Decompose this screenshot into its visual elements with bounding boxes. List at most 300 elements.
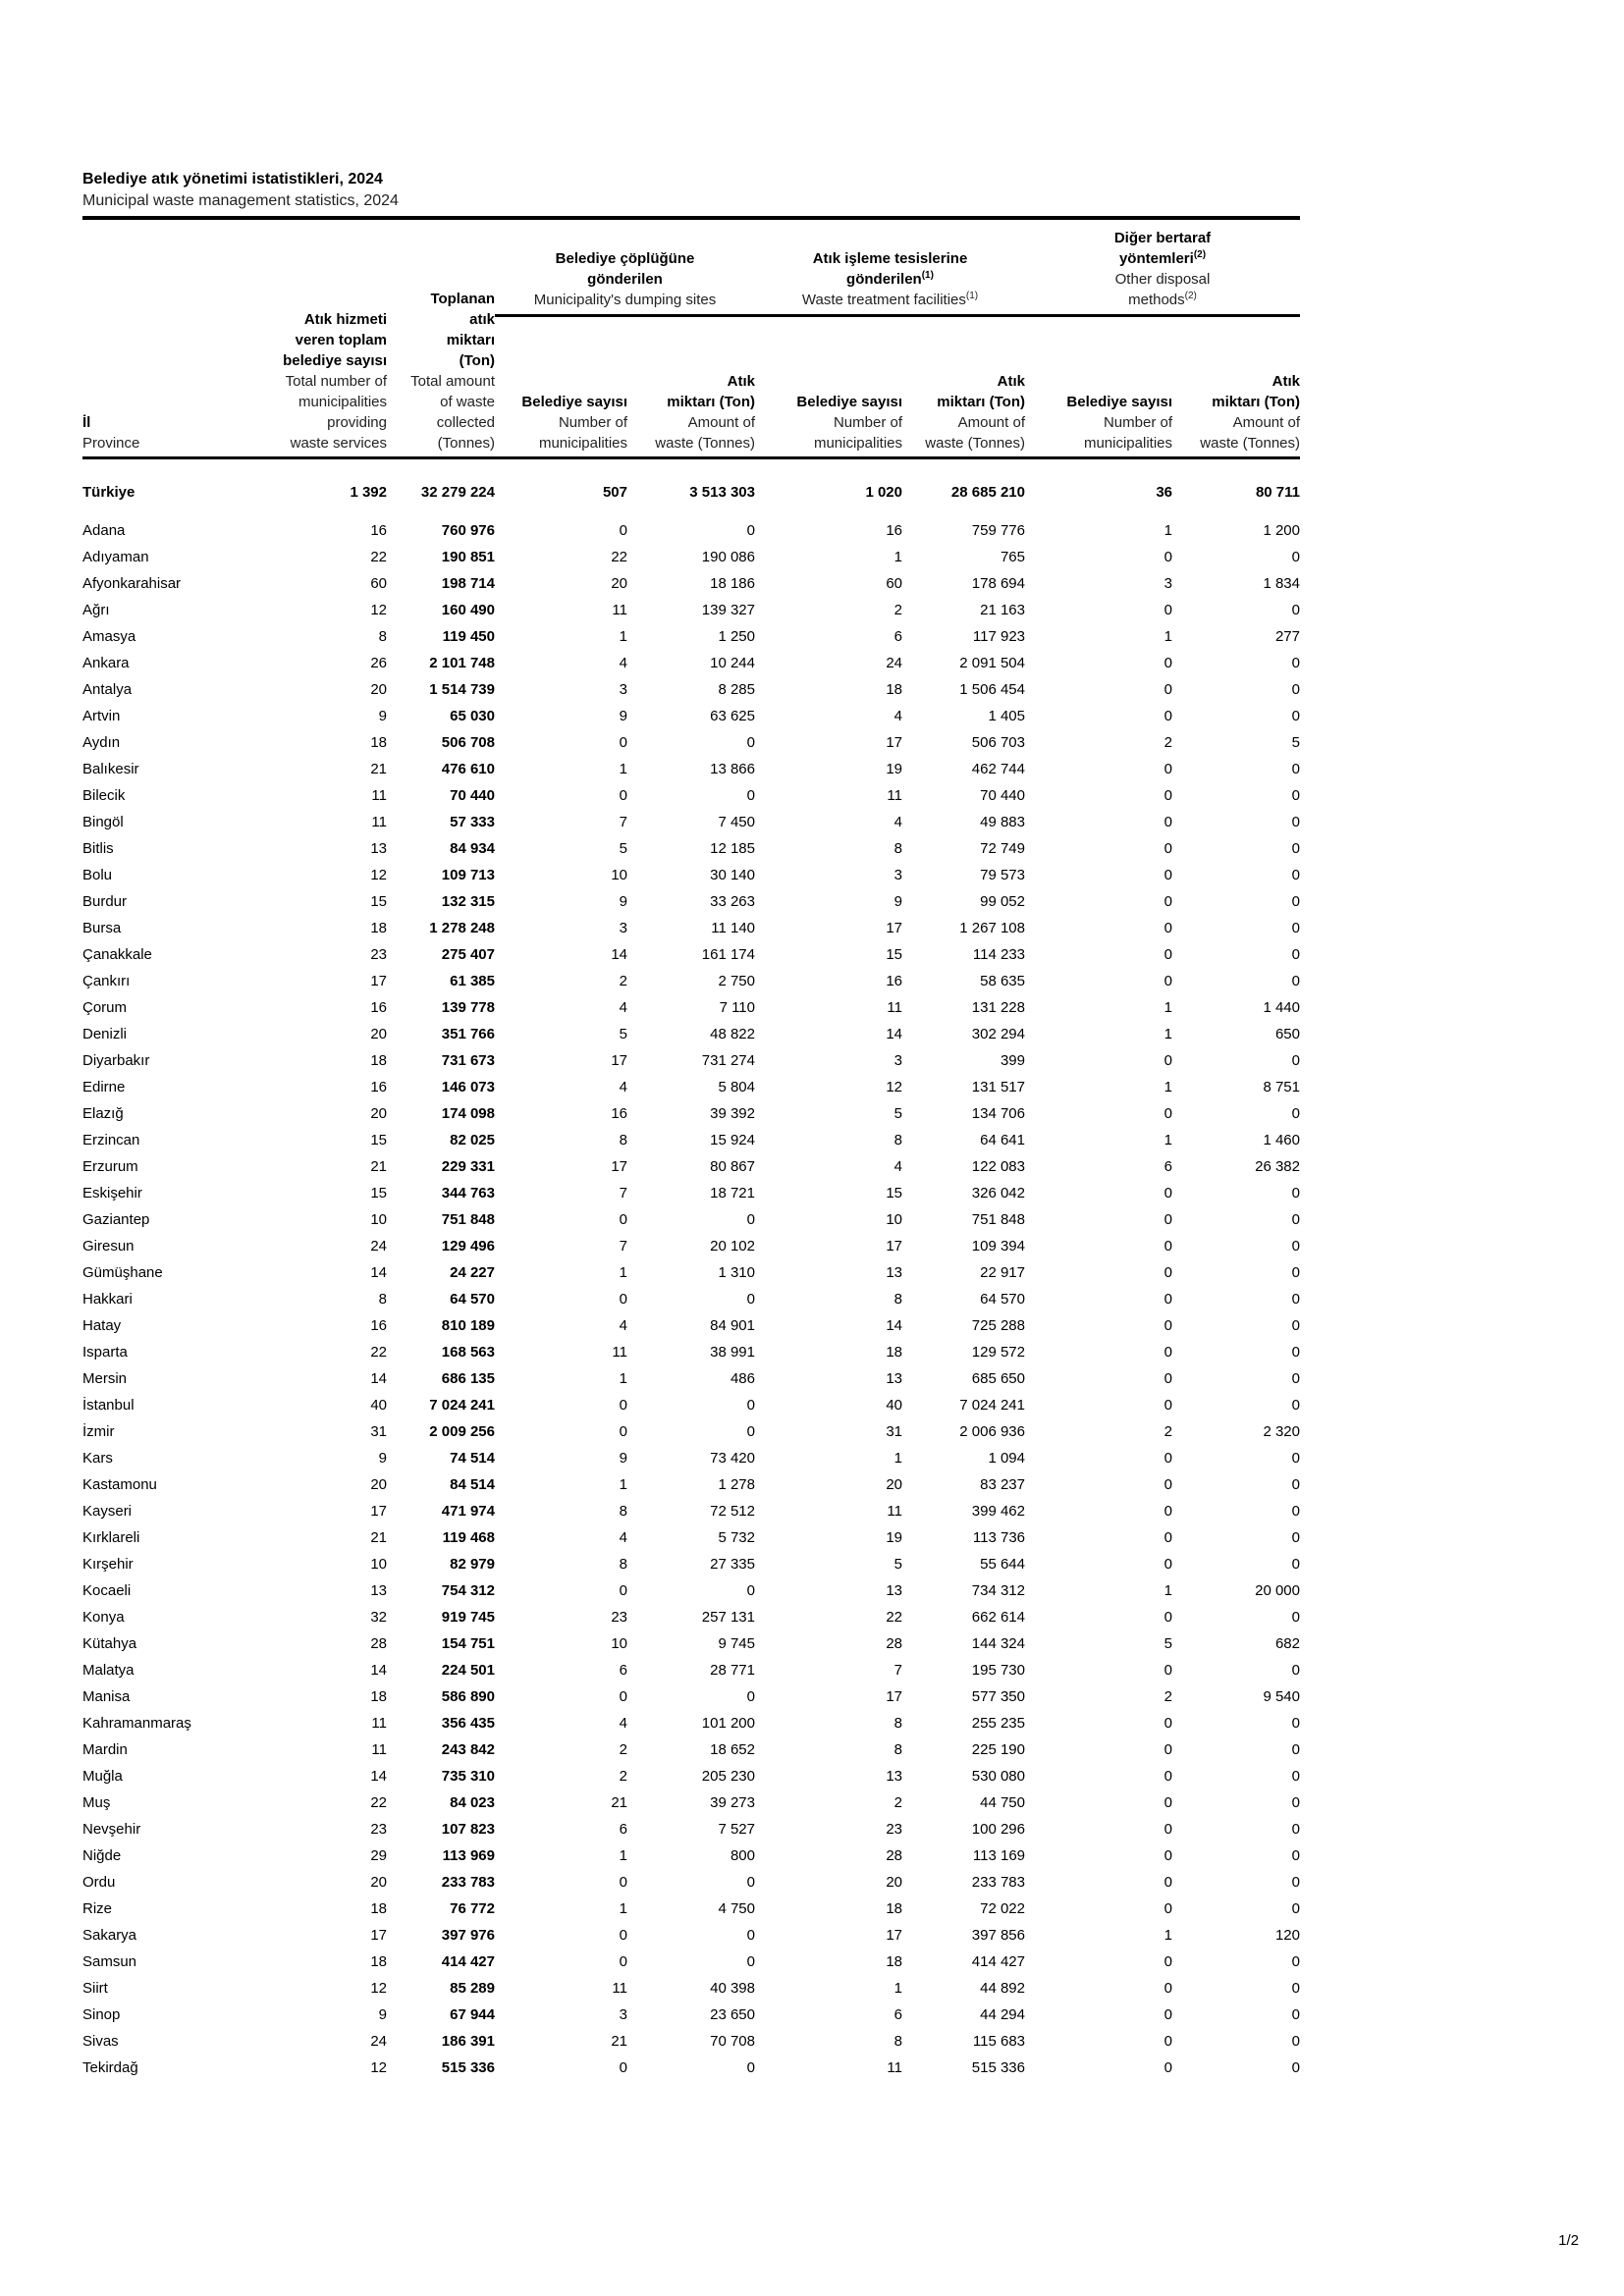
table-row — [82, 703, 1300, 729]
cell-value: 11 — [887, 2059, 902, 2076]
cell-value: 39 273 — [710, 1794, 755, 1811]
cell-value: 1 267 108 — [959, 920, 1025, 936]
cell-province: İzmir — [82, 1423, 115, 1440]
cell-value: 28 771 — [710, 1662, 755, 1679]
cell-value: 5 — [893, 1105, 902, 1122]
cell-value: 16 — [370, 999, 387, 1016]
table-row — [82, 1524, 1300, 1551]
cell-value: 107 823 — [441, 1821, 495, 1838]
cell-province: Türkiye — [82, 484, 135, 501]
cell-value: 190 851 — [441, 549, 495, 565]
cell-province: Kastamonu — [82, 1476, 157, 1493]
cell-province: Erzincan — [82, 1132, 140, 1148]
cell-value: 15 — [886, 946, 902, 963]
cell-value: 0 — [1164, 1370, 1172, 1387]
cell-value: 0 — [1164, 602, 1172, 618]
cell-value: 3 — [619, 681, 627, 698]
table-row — [82, 1683, 1300, 1710]
cell-value: 233 783 — [441, 1874, 495, 1891]
table-row — [82, 1551, 1300, 1577]
cell-value: 0 — [1164, 761, 1172, 777]
cell-value: 725 288 — [971, 1317, 1025, 1334]
cell-value: 8 — [893, 1715, 902, 1732]
cell-province: Gaziantep — [82, 1211, 150, 1228]
cell-value: 0 — [1164, 1476, 1172, 1493]
cell-value: 2 — [1164, 734, 1172, 751]
cell-value: 0 — [1291, 681, 1300, 698]
cell-value: 0 — [1291, 893, 1300, 910]
cell-value: 0 — [1291, 1874, 1300, 1891]
cell-value: 277 — [1274, 628, 1300, 645]
cell-value: 9 — [619, 893, 627, 910]
cell-value: 20 000 — [1255, 1582, 1300, 1599]
cell-province: Kahramanmaraş — [82, 1715, 191, 1732]
cell-value: 0 — [1164, 867, 1172, 883]
cell-value: 5 732 — [718, 1529, 755, 1546]
footnote-marker: (2) — [1193, 249, 1207, 260]
cell-value: 1 — [893, 549, 902, 565]
cell-value: 0 — [1291, 2006, 1300, 2023]
cell-value: 24 — [370, 2033, 387, 2050]
cell-value: 13 — [370, 840, 387, 857]
cell-value: 113 969 — [442, 1847, 495, 1864]
cell-value: 3 — [619, 2006, 627, 2023]
table-row — [82, 1869, 1300, 1896]
cell-value: 72 749 — [980, 840, 1025, 857]
cell-value: 168 563 — [441, 1344, 495, 1361]
cell-value: 18 — [886, 1953, 902, 1970]
cell-value: 4 — [619, 1529, 627, 1546]
cell-value: 5 — [893, 1556, 902, 1573]
cell-value: 20 — [370, 1874, 387, 1891]
cell-value: 0 — [746, 1874, 755, 1891]
cell-value: 0 — [1291, 1185, 1300, 1201]
cell-value: 3 — [1164, 575, 1172, 592]
cell-value: 100 296 — [971, 1821, 1025, 1838]
cell-province: Hatay — [82, 1317, 122, 1334]
cell-value: 139 778 — [441, 999, 495, 1016]
cell-value: 0 — [1291, 1317, 1300, 1334]
cell-value: 0 — [619, 1582, 627, 1599]
cell-value: 24 — [886, 655, 902, 671]
cell-value: 356 435 — [441, 1715, 495, 1732]
cell-province: Çorum — [82, 999, 128, 1016]
cell-province: Çanakkale — [82, 946, 152, 963]
cell-value: 2 — [619, 1741, 627, 1758]
cell-value: 23 — [370, 1821, 387, 1838]
cell-value: 7 — [619, 1238, 627, 1255]
cell-value: 4 — [893, 1158, 902, 1175]
cell-value: 0 — [619, 734, 627, 751]
cell-value: 17 — [370, 1927, 387, 1944]
group-label-en: methods$^{(2)}$ — [1128, 291, 1197, 308]
table-row — [82, 994, 1300, 1021]
table-row — [82, 1021, 1300, 1047]
cell-value: 18 — [370, 1688, 387, 1705]
cell-value: 10 — [370, 1211, 387, 1228]
cell-province: Kırklareli — [82, 1529, 140, 1546]
cell-value: 0 — [1291, 1211, 1300, 1228]
cell-value: 10 — [370, 1556, 387, 1573]
cell-province: Giresun — [82, 1238, 135, 1255]
cell-value: 2 091 504 — [959, 655, 1025, 671]
cell-value: 225 190 — [971, 1741, 1025, 1758]
cell-value: 40 — [886, 1397, 902, 1414]
cell-value: 18 — [886, 681, 902, 698]
cell-value: 11 — [612, 602, 627, 618]
cell-province: Elazığ — [82, 1105, 124, 1122]
cell-value: 4 750 — [718, 1900, 755, 1917]
cell-value: 0 — [1164, 1847, 1172, 1864]
cell-value: 0 — [619, 1688, 627, 1705]
group-label-en: Municipality's dumping sites — [533, 292, 717, 308]
cell-value: 28 685 210 — [950, 484, 1025, 501]
cell-value: 682 — [1274, 1635, 1300, 1652]
cell-value: 14 — [611, 946, 627, 963]
table-row — [82, 597, 1300, 623]
cell-value: 0 — [1291, 1900, 1300, 1917]
cell-value: 13 — [886, 1768, 902, 1785]
cell-value: 0 — [1291, 1847, 1300, 1864]
cell-province: Hakkari — [82, 1291, 133, 1308]
cell-value: 0 — [1291, 1370, 1300, 1387]
cell-value: 1 — [893, 1450, 902, 1467]
table-row — [82, 1736, 1300, 1763]
cell-value: 0 — [1291, 2059, 1300, 2076]
cell-province: Kocaeli — [82, 1582, 132, 1599]
cell-value: 2 009 256 — [429, 1423, 495, 1440]
cell-value: 22 — [370, 1344, 387, 1361]
cell-value: 84 514 — [450, 1476, 495, 1493]
table-row — [82, 1604, 1300, 1630]
cell-value: 0 — [619, 1953, 627, 1970]
cell-province: Niğde — [82, 1847, 122, 1864]
cell-value: 16 — [370, 1079, 387, 1095]
cell-province: Diyarbakır — [82, 1052, 150, 1069]
cell-value: 0 — [619, 1423, 627, 1440]
cell-value: 1 460 — [1263, 1132, 1300, 1148]
table-row — [82, 809, 1300, 835]
cell-value: 18 — [886, 1344, 902, 1361]
cell-value: 476 610 — [441, 761, 495, 777]
table-row — [82, 676, 1300, 703]
cell-value: 507 — [602, 484, 627, 501]
cell-province: Rize — [82, 1900, 113, 1917]
cell-value: 0 — [1164, 681, 1172, 698]
cell-value: 243 842 — [441, 1741, 495, 1758]
cell-value: 1 250 — [718, 628, 755, 645]
table-row — [82, 1286, 1300, 1312]
cell-value: 0 — [1164, 973, 1172, 989]
group-label-tr: yöntemleri$^{(2)}$ — [1118, 249, 1207, 267]
cell-value: 0 — [1164, 1821, 1172, 1838]
table-row — [82, 1896, 1300, 1922]
cell-value: 11 — [371, 787, 387, 804]
table-header — [82, 216, 1300, 459]
table-row — [82, 1047, 1300, 1074]
cell-value: 30 140 — [710, 867, 755, 883]
cell-value: 0 — [619, 2059, 627, 2076]
cell-province: Samsun — [82, 1953, 137, 1970]
column-header-treatment-count: Belediye sayısı Number of municipalities — [796, 394, 902, 452]
cell-value: 0 — [1164, 1556, 1172, 1573]
group-label-tr: Belediye çöplüğüne — [555, 250, 695, 267]
cell-value: 21 163 — [980, 602, 1025, 618]
table-row — [82, 1074, 1300, 1100]
cell-value: 21 — [611, 1794, 627, 1811]
cell-value: 82 025 — [450, 1132, 495, 1148]
cell-value: 0 — [746, 522, 755, 539]
cell-value: 326 042 — [971, 1185, 1025, 1201]
cell-value: 134 706 — [971, 1105, 1025, 1122]
table-row — [82, 1259, 1300, 1286]
cell-value: 84 023 — [450, 1794, 495, 1811]
cell-value: 24 227 — [450, 1264, 495, 1281]
cell-value: 397 976 — [441, 1927, 495, 1944]
cell-value: 16 — [370, 522, 387, 539]
cell-value: 18 — [370, 1052, 387, 1069]
cell-value: 685 650 — [971, 1370, 1025, 1387]
cell-value: 351 766 — [441, 1026, 495, 1042]
cell-value: 21 — [370, 1158, 387, 1175]
cell-value: 8 — [619, 1556, 627, 1573]
cell-province: Sinop — [82, 2006, 121, 2023]
cell-value: 64 570 — [450, 1291, 495, 1308]
cell-value: 751 848 — [441, 1211, 495, 1228]
cell-value: 4 — [619, 1317, 627, 1334]
cell-value: 21 — [370, 761, 387, 777]
cell-value: 23 650 — [710, 2006, 755, 2023]
table-row — [82, 1180, 1300, 1206]
cell-value: 810 189 — [441, 1317, 495, 1334]
cell-value: 0 — [1164, 1052, 1172, 1069]
cell-value: 114 233 — [972, 946, 1025, 963]
cell-province: Sivas — [82, 2033, 119, 2050]
cell-value: 1 — [1164, 522, 1172, 539]
cell-value: 2 — [893, 1794, 902, 1811]
cell-value: 18 — [886, 1900, 902, 1917]
table-body — [82, 459, 1300, 2081]
cell-value: 18 721 — [710, 1185, 755, 1201]
cell-value: 76 772 — [450, 1900, 495, 1917]
cell-province: Tekirdağ — [82, 2059, 138, 2076]
cell-value: 23 — [611, 1609, 627, 1626]
cell-value: 4 — [893, 708, 902, 724]
cell-value: 9 540 — [1263, 1688, 1300, 1705]
footnote-marker: (2) — [1184, 291, 1197, 301]
cell-value: 26 382 — [1255, 1158, 1300, 1175]
cell-value: 10 — [611, 1635, 627, 1652]
cell-province: Sakarya — [82, 1927, 137, 1944]
cell-value: 0 — [1164, 2059, 1172, 2076]
cell-value: 15 — [370, 1132, 387, 1148]
cell-value: 131 228 — [971, 999, 1025, 1016]
cell-value: 23 — [886, 1821, 902, 1838]
cell-value: 14 — [886, 1317, 902, 1334]
cell-value: 65 030 — [450, 708, 495, 724]
cell-value: 20 — [370, 681, 387, 698]
cell-value: 0 — [1164, 1238, 1172, 1255]
cell-value: 11 — [612, 1980, 627, 1997]
cell-province: Manisa — [82, 1688, 131, 1705]
cell-value: 0 — [1291, 1821, 1300, 1838]
cell-value: 160 490 — [441, 602, 495, 618]
cell-province: Kütahya — [82, 1635, 137, 1652]
cell-value: 19 — [886, 1529, 902, 1546]
cell-value: 22 — [611, 549, 627, 565]
table-row — [82, 1153, 1300, 1180]
table-row — [82, 623, 1300, 650]
cell-value: 0 — [1164, 787, 1172, 804]
cell-value: 22 917 — [980, 1264, 1025, 1281]
cell-value: 83 237 — [980, 1476, 1025, 1493]
cell-value: 139 327 — [701, 602, 755, 618]
cell-value: 5 — [1164, 1635, 1172, 1652]
column-header-dumping-count: Belediye sayısı Number of municipalities — [521, 394, 627, 452]
cell-province: Ordu — [82, 1874, 116, 1891]
table-row — [82, 1657, 1300, 1683]
cell-value: 5 804 — [718, 1079, 755, 1095]
cell-value: 8 — [893, 840, 902, 857]
cell-value: 3 513 303 — [689, 484, 755, 501]
cell-value: 178 694 — [971, 575, 1025, 592]
cell-value: 8 — [619, 1503, 627, 1520]
cell-value: 190 086 — [701, 549, 755, 565]
table-row — [82, 1842, 1300, 1869]
cell-value: 0 — [619, 787, 627, 804]
cell-value: 17 — [370, 973, 387, 989]
cell-value: 70 440 — [980, 787, 1025, 804]
cell-value: 530 080 — [971, 1768, 1025, 1785]
cell-value: 80 867 — [710, 1158, 755, 1175]
cell-value: 0 — [1291, 602, 1300, 618]
cell-value: 397 856 — [971, 1927, 1025, 1944]
cell-province: Antalya — [82, 681, 133, 698]
cell-value: 16 — [886, 973, 902, 989]
column-header-treatment-amount: Atık miktarı (Ton) Amount of waste (Tonnes) — [925, 373, 1025, 452]
cell-value: 16 — [611, 1105, 627, 1122]
cell-value: 1 — [1164, 1132, 1172, 1148]
cell-value: 233 783 — [971, 1874, 1025, 1891]
table-row — [82, 915, 1300, 941]
table-row — [82, 1630, 1300, 1657]
cell-value: 0 — [1164, 655, 1172, 671]
cell-value: 28 — [370, 1635, 387, 1652]
table-row — [82, 756, 1300, 782]
cell-value: 0 — [1164, 1503, 1172, 1520]
cell-value: 16 — [886, 522, 902, 539]
cell-value: 4 — [619, 1715, 627, 1732]
cell-value: 0 — [1291, 1105, 1300, 1122]
cell-value: 9 — [619, 1450, 627, 1467]
cell-value: 0 — [1164, 1344, 1172, 1361]
cell-value: 224 501 — [441, 1662, 495, 1679]
cell-value: 0 — [1291, 1794, 1300, 1811]
cell-province: Erzurum — [82, 1158, 138, 1175]
column-header-waste-collected: Toplanan atık miktarı (Ton) Total amount of waste collected (Tonnes) — [410, 291, 495, 452]
cell-value: 0 — [1164, 1715, 1172, 1732]
cell-value: 0 — [1291, 1741, 1300, 1758]
cell-value: 2 006 936 — [959, 1423, 1025, 1440]
cell-value: 0 — [619, 1927, 627, 1944]
cell-value: 19 — [886, 761, 902, 777]
cell-value: 577 350 — [971, 1688, 1025, 1705]
cell-value: 109 394 — [971, 1238, 1025, 1255]
cell-value: 18 652 — [710, 1741, 755, 1758]
table-row — [82, 570, 1300, 597]
cell-value: 0 — [746, 1953, 755, 1970]
table-row — [82, 1339, 1300, 1365]
cell-value: 2 101 748 — [429, 655, 495, 671]
cell-value: 9 — [893, 893, 902, 910]
table-row — [82, 544, 1300, 570]
group-label-en: Other disposal — [1114, 271, 1211, 288]
cell-value: 17 — [611, 1052, 627, 1069]
table-row — [82, 1922, 1300, 1949]
cell-value: 48 822 — [710, 1026, 755, 1042]
table-row — [82, 835, 1300, 862]
cell-value: 72 512 — [710, 1503, 755, 1520]
cell-value: 12 — [886, 1079, 902, 1095]
cell-value: 919 745 — [441, 1609, 495, 1626]
cell-value: 9 745 — [718, 1635, 755, 1652]
cell-value: 7 527 — [718, 1821, 755, 1838]
cell-value: 1 — [619, 628, 627, 645]
cell-value: 0 — [1164, 920, 1172, 936]
cell-province: Aydın — [82, 734, 121, 751]
cell-value: 109 713 — [441, 867, 495, 883]
cell-value: 0 — [1164, 1529, 1172, 1546]
cell-value: 21 — [611, 2033, 627, 2050]
cell-province: Bolu — [82, 867, 113, 883]
cell-value: 119 450 — [442, 628, 495, 645]
cell-value: 0 — [1164, 708, 1172, 724]
cell-value: 662 614 — [971, 1609, 1025, 1626]
cell-value: 11 — [371, 1741, 387, 1758]
cell-value: 0 — [1164, 1609, 1172, 1626]
cell-value: 129 496 — [441, 1238, 495, 1255]
cell-value: 1 — [1164, 1582, 1172, 1599]
cell-value: 60 — [370, 575, 387, 592]
cell-value: 33 263 — [710, 893, 755, 910]
cell-value: 0 — [1291, 549, 1300, 565]
cell-value: 0 — [1164, 1741, 1172, 1758]
column-header-row — [82, 289, 1300, 454]
cell-value: 12 — [370, 602, 387, 618]
table-row — [82, 729, 1300, 756]
cell-province: Burdur — [82, 893, 128, 910]
cell-value: 117 923 — [972, 628, 1025, 645]
table-row — [82, 888, 1300, 915]
cell-value: 760 976 — [441, 522, 495, 539]
table-row — [82, 1975, 1300, 2002]
cell-value: 2 — [1164, 1423, 1172, 1440]
cell-value: 0 — [1291, 1238, 1300, 1255]
cell-value: 144 324 — [971, 1635, 1025, 1652]
cell-value: 22 — [886, 1609, 902, 1626]
cell-value: 0 — [1164, 1980, 1172, 1997]
cell-value: 49 883 — [980, 814, 1025, 830]
cell-value: 40 398 — [710, 1980, 755, 1997]
cell-value: 0 — [746, 1927, 755, 1944]
table-row — [82, 1365, 1300, 1392]
cell-value: 735 310 — [441, 1768, 495, 1785]
cell-value: 414 427 — [971, 1953, 1025, 1970]
cell-value: 11 — [887, 1503, 902, 1520]
cell-value: 2 750 — [718, 973, 755, 989]
cell-value: 120 — [1274, 1927, 1300, 1944]
cell-value: 11 — [371, 814, 387, 830]
